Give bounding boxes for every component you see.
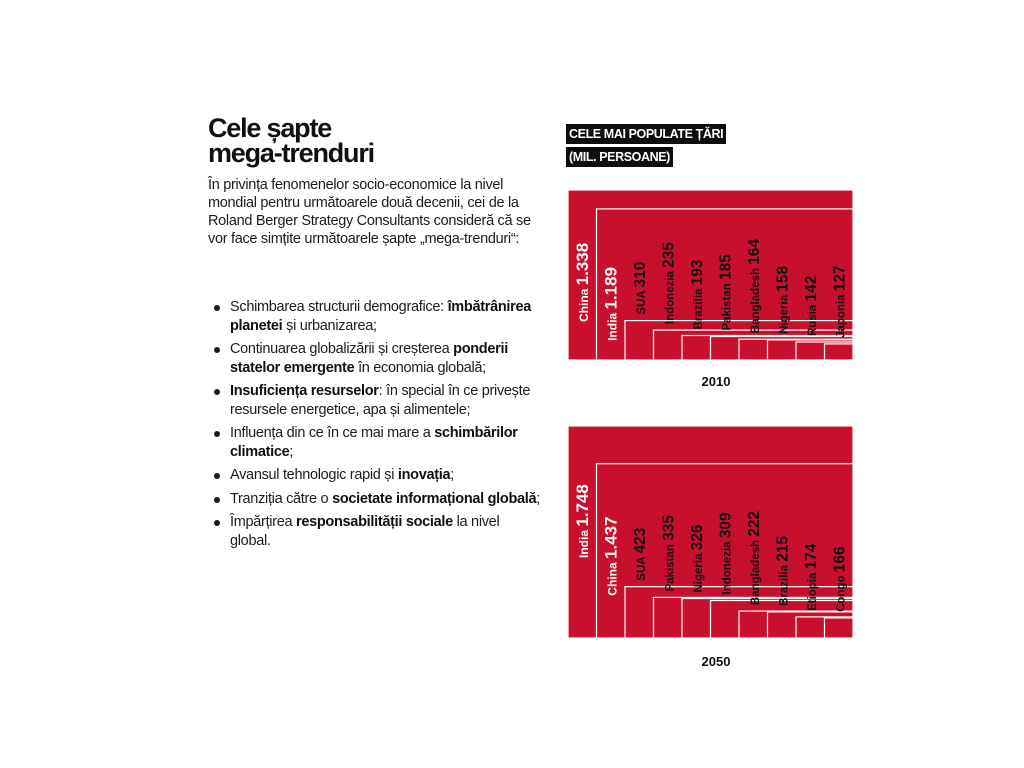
trend-item [212, 513, 542, 550]
chart-2050 [568, 426, 853, 669]
value-label: 193 [689, 259, 706, 286]
value-label: 309 [717, 512, 735, 539]
chart-header-line-2: (MIL. PERSOANE) [566, 147, 673, 167]
value-label: 142 [803, 275, 820, 302]
trend-item [212, 382, 542, 419]
trends-list [212, 298, 542, 555]
trend-text-end: : în special în ce privește resursele energetice, apa și alimentele; [230, 383, 531, 418]
trend-highlight: îmbătrânirea planetei [230, 299, 532, 334]
category-label: Bangladesh [750, 264, 762, 334]
chart-header [566, 124, 726, 170]
value-label: 1.437 [601, 516, 621, 560]
chart-header-line-1: CELE MAI POPULATE ȚĂRI [566, 124, 726, 144]
trend-text: Continuarea globalizării și creșterea [230, 341, 454, 357]
trend-highlight: ponderii statelor emergente [230, 341, 508, 376]
chart-year-label: 2010 [701, 374, 731, 389]
value-label: 185 [717, 254, 735, 280]
category-label: India [577, 526, 591, 558]
trend-highlight: responsabilității sociale [296, 514, 453, 530]
category-label: Nigeria [778, 291, 791, 334]
trend-text-end: la nivel global. [230, 514, 500, 549]
category-label: Japonia [835, 291, 848, 338]
category-label: China [605, 559, 620, 596]
article-intro: În privința fenomenelor socio-economice la nivel mondial pentru următoarele două decenii, cei de la Roland Berger Strategy Consultants consideră că se vor face simțite următoarele șapte „mega-trenduri“: [208, 177, 531, 247]
category-label: Bangladesh [750, 536, 762, 606]
category-label: Congo [835, 572, 848, 612]
category-label: India [605, 309, 620, 341]
value-label: 158 [774, 265, 792, 292]
category-label: Indonezia [664, 267, 677, 325]
bar [825, 344, 854, 360]
value-label: 127 [831, 265, 849, 292]
trend-item [212, 298, 542, 335]
trend-highlight: Insuficiența resurselor [230, 383, 379, 399]
trend-item [212, 466, 542, 485]
trend-text-end: și urbanizarea; [282, 317, 377, 334]
chart-2010 [568, 190, 853, 389]
article-title [208, 113, 508, 168]
category-label: Rusia [807, 301, 819, 336]
category-label: Nigeria [693, 550, 705, 593]
article-title-line-1: Cele șapte [208, 113, 332, 143]
chart-year-label: 2050 [701, 654, 731, 669]
article-title-line-2: mega-trenduri [208, 138, 374, 168]
trend-item [212, 340, 542, 377]
population-charts [560, 190, 890, 680]
trend-item [212, 424, 542, 461]
trend-text-end: ; [536, 490, 541, 507]
category-label: Indonezia [721, 538, 734, 595]
trend-item [212, 490, 542, 509]
value-label: 1.338 [573, 242, 592, 286]
value-label: 326 [689, 524, 706, 551]
trend-highlight: inovația [397, 467, 451, 483]
category-label: SUA [636, 553, 648, 581]
value-label: 222 [746, 510, 763, 537]
value-label: 1.189 [601, 267, 621, 310]
value-label: 215 [774, 535, 792, 562]
trend-text: Avansul tehnologic rapid și [230, 467, 398, 483]
trend-text: Tranziția către o [230, 490, 333, 507]
trend-highlight: schimbărilor climatice [230, 425, 518, 460]
value-label: 166 [831, 546, 849, 573]
trend-highlight: societate informațional globală [332, 490, 537, 507]
value-label: 335 [660, 515, 678, 541]
category-label: Etiopia [807, 569, 819, 611]
trend-text-end: ; [450, 467, 454, 483]
value-label: 1.748 [573, 484, 592, 527]
value-label: 310 [632, 261, 649, 288]
trend-text-end: în economia globală; [354, 359, 486, 376]
category-label: Brazilia [693, 285, 705, 330]
category-label: Pakistan [664, 540, 677, 592]
category-label: SUA [636, 287, 648, 315]
category-label: Brazilia [778, 561, 791, 606]
value-label: 164 [746, 238, 763, 265]
trend-text-end: ; [289, 443, 294, 460]
trend-text: Schimbarea structurii demografice: [230, 299, 448, 315]
trend-text: Împărțirea [230, 514, 296, 530]
category-label: Pakistan [721, 280, 734, 331]
trend-text: Influența din ce în ce mai mare a [230, 425, 435, 441]
value-label: 235 [660, 241, 678, 268]
bar [825, 618, 854, 638]
category-label: China [577, 285, 591, 322]
value-label: 174 [803, 543, 820, 570]
value-label: 423 [632, 527, 649, 554]
